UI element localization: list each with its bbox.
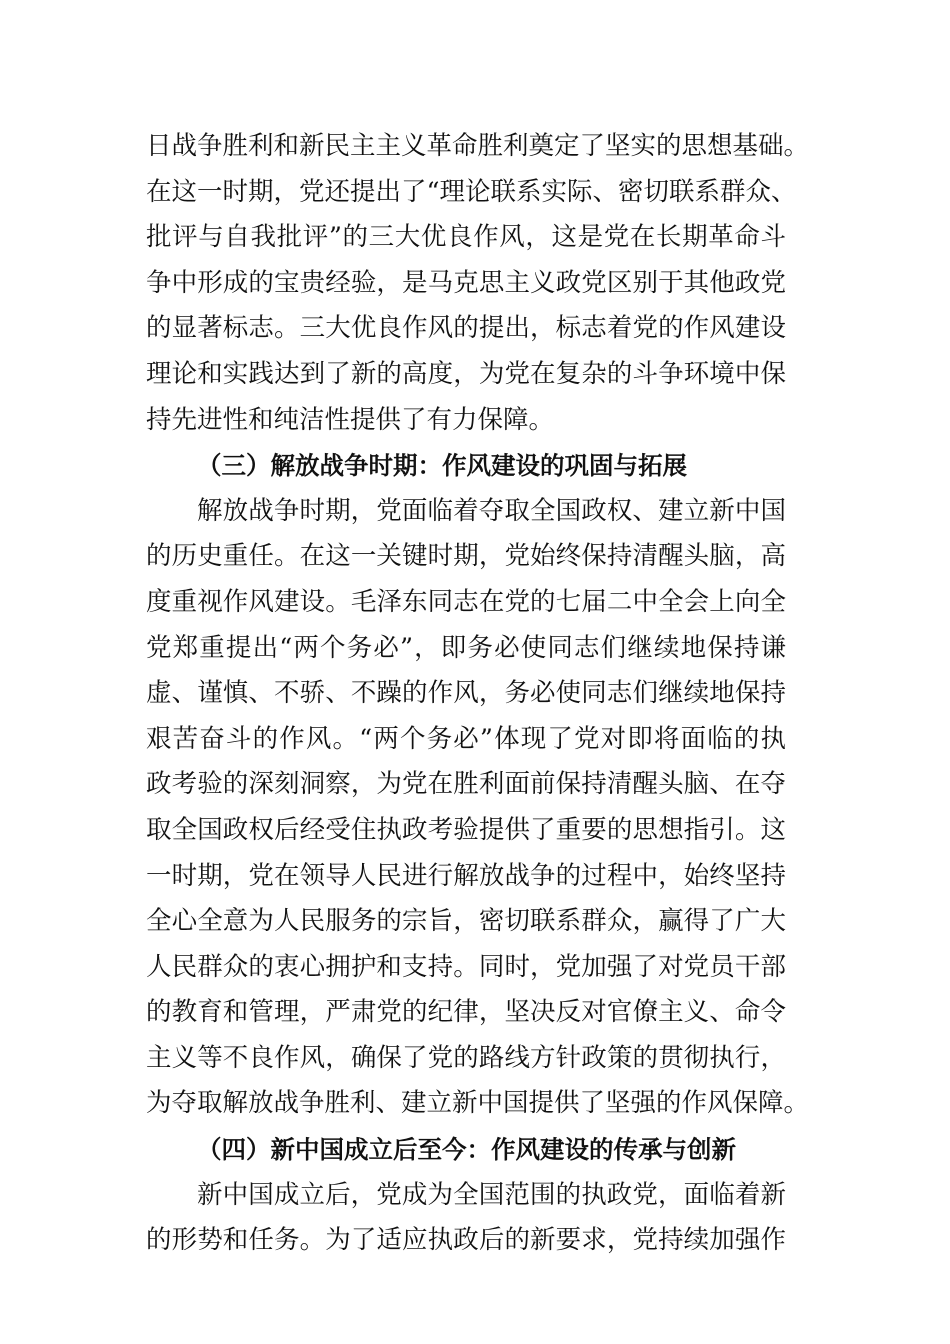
text-line: 主义等不良作风，确保了党的路线方针政策的贯彻执行， bbox=[146, 1042, 786, 1073]
text-column bbox=[146, 124, 810, 1264]
text-line: 政考验的深刻洞察，为党在胜利面前保持清醒头脑、在夺 bbox=[146, 769, 786, 800]
text-line: 的形势和任务。为了适应执政后的新要求，党持续加强作 bbox=[146, 1225, 786, 1256]
text-line: 全心全意为人民服务的宗旨，密切联系群众，赢得了广大 bbox=[146, 906, 786, 937]
text-line: 人民群众的衷心拥护和支持。同时，党加强了对党员干部 bbox=[146, 951, 786, 982]
text-line: 持先进性和纯洁性提供了有力保障。 bbox=[146, 404, 555, 435]
text-line: 新中国成立后，党成为全国范围的执政党，面临着新 bbox=[197, 1179, 786, 1210]
text-line: 虚、谨慎、不骄、不躁的作风，务必使同志们继续地保持 bbox=[146, 678, 786, 709]
text-line: 的显著标志。三大优良作风的提出，标志着党的作风建设 bbox=[146, 313, 786, 344]
text-line: 日战争胜利和新民主主义革命胜利奠定了坚实的思想基础。 bbox=[146, 131, 810, 161]
text-line: 解放战争时期，党面临着夺取全国政权、建立新中国 bbox=[197, 495, 786, 526]
paragraph-new-china bbox=[146, 1173, 786, 1264]
text-line: 为夺取解放战争胜利、建立新中国提供了坚强的作风保障。 bbox=[146, 1088, 810, 1119]
section-heading-3: （三）解放战争时期：作风建设的巩固与拓展 bbox=[197, 451, 687, 481]
section-heading-4: （四）新中国成立后至今：作风建设的传承与创新 bbox=[197, 1135, 736, 1165]
paragraph-continued bbox=[146, 124, 810, 443]
paragraph-liberation-war bbox=[146, 489, 810, 1127]
text-line: 的教育和管理，严肃党的纪律，坚决反对官僚主义、命令 bbox=[146, 997, 786, 1028]
text-line: 度重视作风建设。毛泽东同志在党的七届二中全会上向全 bbox=[146, 586, 786, 617]
text-line: 一时期，党在领导人民进行解放战争的过程中，始终坚持 bbox=[146, 860, 786, 891]
text-line: 党郑重提出“两个务必”，即务必使同志们继续地保持谦 bbox=[146, 632, 786, 663]
text-line: 的历史重任。在这一关键时期，党始终保持清醒头脑，高 bbox=[146, 541, 786, 572]
text-line: 争中形成的宝贵经验，是马克思主义政党区别于其他政党 bbox=[146, 267, 786, 298]
text-line: 取全国政权后经受住执政考验提供了重要的思想指引。这 bbox=[146, 814, 786, 845]
text-line: 在这一时期，党还提出了“理论联系实际、密切联系群众、 bbox=[146, 176, 797, 207]
text-line: 艰苦奋斗的作风。“两个务必”体现了党对即将面临的执 bbox=[146, 723, 786, 754]
text-line: 理论和实践达到了新的高度，为党在复杂的斗争环境中保 bbox=[146, 358, 786, 389]
text-line: 批评与自我批评”的三大优良作风，这是党在长期革命斗 bbox=[146, 222, 786, 253]
